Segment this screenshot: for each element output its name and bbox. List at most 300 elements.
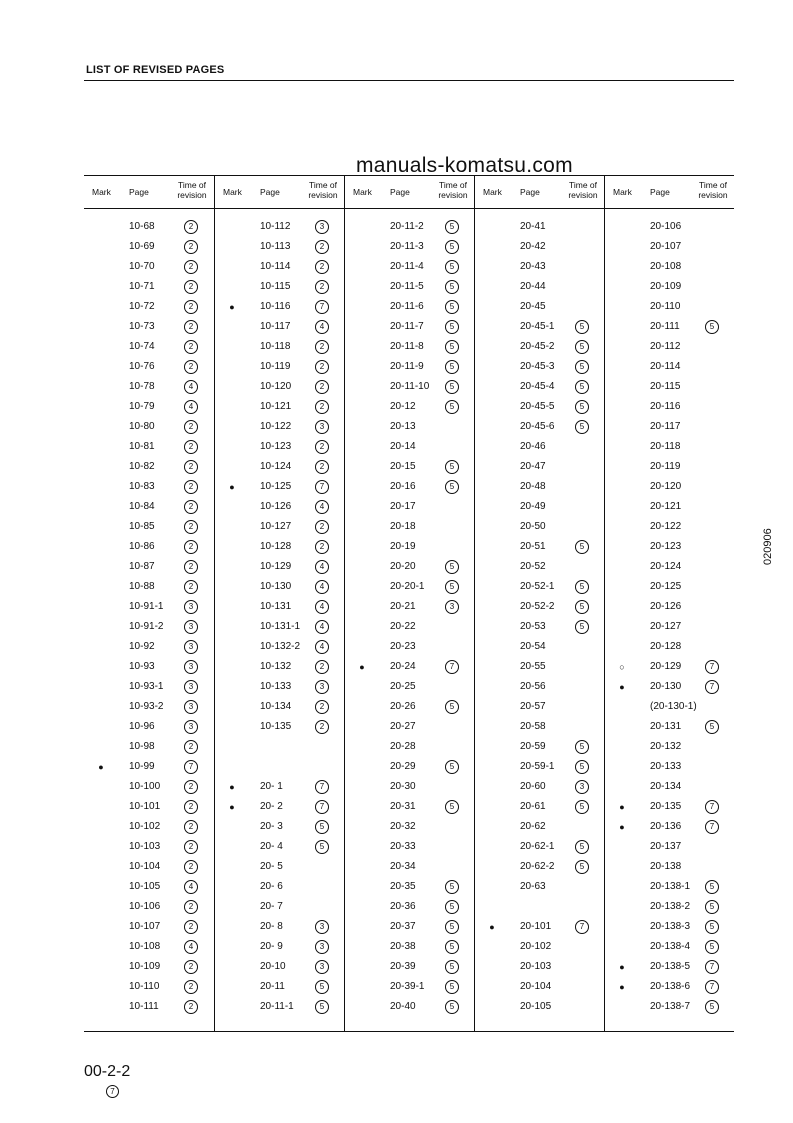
- table-row: [605, 459, 735, 479]
- revision-badge: 2: [184, 740, 198, 754]
- page-ref: 20-21: [390, 601, 416, 612]
- table-row: [475, 619, 605, 639]
- page-ref: 20-101: [520, 921, 552, 932]
- page-ref: 10-93: [129, 661, 155, 672]
- header-mark: Mark: [353, 187, 372, 197]
- table-row: [345, 859, 475, 879]
- page-ref: 20-16: [390, 481, 416, 492]
- revision-badge: 2: [184, 980, 198, 994]
- table-row: [475, 859, 605, 879]
- revision-badge: 5: [705, 880, 719, 894]
- revision-badge: 4: [184, 380, 198, 394]
- page-ref: 20-104: [520, 981, 552, 992]
- page-ref: 20-61: [520, 801, 546, 812]
- page-ref: 20-51: [520, 541, 546, 552]
- table-row: [345, 699, 475, 719]
- page-ref: 20-11-5: [390, 281, 424, 292]
- page-ref: 20-132: [650, 741, 682, 752]
- page-ref: 20-22: [390, 621, 416, 632]
- table-row: [215, 819, 345, 839]
- revision-badge: 2: [184, 280, 198, 294]
- revision-badge: 5: [575, 600, 589, 614]
- header-page: Page: [390, 187, 410, 197]
- page-ref: 10-93-1: [129, 681, 164, 692]
- table-row: [475, 279, 605, 299]
- page-ref: 20-131: [650, 721, 682, 732]
- table-row: [345, 479, 475, 499]
- page-ref: 10-124: [260, 461, 292, 472]
- table-row: [345, 459, 475, 479]
- revision-badge: 7: [575, 920, 589, 934]
- page-ref: 10-110: [129, 981, 160, 992]
- table-row: [345, 939, 475, 959]
- page-ref: 20-11-9: [390, 361, 424, 372]
- table-row: [215, 379, 345, 399]
- page-ref: 10-126: [260, 501, 292, 512]
- revision-badge: 7: [315, 300, 329, 314]
- table-row: [84, 759, 214, 779]
- page-ref: 20-28: [390, 741, 416, 752]
- table-row: [475, 259, 605, 279]
- table-row: [345, 719, 475, 739]
- table-column: [84, 176, 214, 1031]
- revision-badge: 5: [315, 820, 329, 834]
- page-ref: 20-62-2: [520, 861, 555, 872]
- revision-badge: 7: [184, 760, 198, 774]
- table-row: [345, 579, 475, 599]
- revision-badge: 5: [705, 920, 719, 934]
- page-ref: 20-137: [650, 841, 682, 852]
- page-ref: 10-111: [129, 1001, 159, 1012]
- page-ref: 20-57: [520, 701, 546, 712]
- revision-badge: 5: [575, 760, 589, 774]
- header-time-of-revision: [561, 180, 605, 200]
- page-ref: 20-13: [390, 421, 416, 432]
- page-ref: 10-135: [260, 721, 292, 732]
- page-ref: 20-33: [390, 841, 416, 852]
- table-row: [475, 399, 605, 419]
- column-header: [345, 176, 475, 208]
- table-row: [84, 699, 214, 719]
- table-row: [84, 319, 214, 339]
- page-ref: 10-112: [260, 221, 291, 232]
- page-ref: 20-59-1: [520, 761, 555, 772]
- revision-badge: 2: [184, 460, 198, 474]
- page-ref: 10-113: [260, 241, 291, 252]
- table-row: [475, 779, 605, 799]
- table-row: [475, 239, 605, 259]
- page-ref: 20- 6: [260, 881, 283, 892]
- table-row: [475, 979, 605, 999]
- revision-badge: 2: [315, 660, 329, 674]
- page-ref: 20-45-2: [520, 341, 555, 352]
- table-row: [345, 519, 475, 539]
- revision-badge: 7: [315, 780, 329, 794]
- revision-badge: 5: [445, 900, 459, 914]
- table-row: [345, 619, 475, 639]
- header-page: Page: [129, 187, 149, 197]
- revision-badge: 5: [575, 620, 589, 634]
- table-row: [345, 979, 475, 999]
- revision-badge: 5: [445, 220, 459, 234]
- page-ref: 20-116: [650, 401, 681, 412]
- page-ref: 20-103: [520, 961, 552, 972]
- page-ref: 20-19: [390, 541, 416, 552]
- revision-badge: 3: [184, 700, 198, 714]
- revision-badge: 5: [445, 380, 459, 394]
- revision-badge: 5: [445, 960, 459, 974]
- page-ref: 10-100: [129, 781, 161, 792]
- table-row: [475, 579, 605, 599]
- revision-badge: 5: [445, 300, 459, 314]
- table-row: [84, 359, 214, 379]
- column-rows: [345, 219, 475, 1019]
- table-row: [475, 879, 605, 899]
- page-ref: 10-70: [129, 261, 155, 272]
- page-ref: 20-11-8: [390, 341, 424, 352]
- revision-badge: 4: [315, 600, 329, 614]
- page-ref: 20-108: [650, 261, 682, 272]
- page-ref: 10-134: [260, 701, 292, 712]
- revision-badge: 2: [315, 360, 329, 374]
- table-row: [475, 379, 605, 399]
- table-column: [604, 176, 734, 1031]
- page-ref: 20-129: [650, 661, 682, 672]
- page-ref: 20-11-3: [390, 241, 424, 252]
- table-row: [215, 739, 345, 759]
- mark-symbol: ●: [619, 822, 625, 832]
- mark-symbol: ●: [619, 982, 625, 992]
- table-row: [84, 559, 214, 579]
- page-ref: 10-114: [260, 261, 291, 272]
- watermark: manuals-komatsu.com: [356, 154, 573, 177]
- revision-badge: 4: [184, 880, 198, 894]
- page-ref: 20-11-4: [390, 261, 424, 272]
- table-row: [475, 939, 605, 959]
- revision-badge: 5: [705, 940, 719, 954]
- page-ref: 10-72: [129, 301, 155, 312]
- page-ref: 20-125: [650, 581, 682, 592]
- revision-badge: 5: [445, 340, 459, 354]
- table-row: [84, 379, 214, 399]
- page-ref: 20-45-3: [520, 361, 555, 372]
- table-row: [605, 919, 735, 939]
- page-ref: 20-29: [390, 761, 416, 772]
- mark-symbol: ●: [619, 962, 625, 972]
- page-ref: 20-138-3: [650, 921, 691, 932]
- revision-badge: 2: [184, 900, 198, 914]
- page-ref: 20-32: [390, 821, 416, 832]
- table-row: [215, 419, 345, 439]
- revision-badge: 5: [575, 840, 589, 854]
- page-ref: 20- 5: [260, 861, 283, 872]
- revision-badge: 5: [445, 580, 459, 594]
- page-ref: 20-52-1: [520, 581, 555, 592]
- table-row: [345, 879, 475, 899]
- mark-symbol: ●: [619, 802, 625, 812]
- page-ref: 20-119: [650, 461, 681, 472]
- page-ref: 10-123: [260, 441, 292, 452]
- revision-badge: 7: [315, 480, 329, 494]
- table-row: [215, 439, 345, 459]
- table-row: [345, 319, 475, 339]
- page-ref: 20-102: [520, 941, 552, 952]
- page-ref: 10-105: [129, 881, 161, 892]
- page-ref: 10-108: [129, 941, 161, 952]
- header-time-line2: revision: [698, 190, 728, 200]
- table-row: [475, 839, 605, 859]
- page-ref: 20-52-2: [520, 601, 555, 612]
- table-row: [215, 299, 345, 319]
- table-row: [215, 759, 345, 779]
- table-row: [84, 579, 214, 599]
- column-rows: [84, 219, 214, 1019]
- table-row: [475, 899, 605, 919]
- table-row: [605, 299, 735, 319]
- table-row: [605, 539, 735, 559]
- page-ref: 10-71: [129, 281, 155, 292]
- column-header: [215, 176, 345, 208]
- page-ref: 20-133: [650, 761, 682, 772]
- table-row: [215, 979, 345, 999]
- table-row: [475, 499, 605, 519]
- page-ref: 10-122: [260, 421, 292, 432]
- table-row: [84, 639, 214, 659]
- mark-symbol: ●: [359, 662, 365, 672]
- table-row: [475, 659, 605, 679]
- revision-badge: 5: [575, 340, 589, 354]
- table-row: [605, 959, 735, 979]
- page-ref: 20-20-1: [390, 581, 425, 592]
- page-ref: 20-35: [390, 881, 416, 892]
- revision-badge: 2: [184, 920, 198, 934]
- page-ref: 10-129: [260, 561, 292, 572]
- revision-badge: 5: [445, 460, 459, 474]
- page-title: LIST OF REVISED PAGES: [86, 64, 225, 76]
- page-ref: 10-128: [260, 541, 292, 552]
- table-row: [84, 679, 214, 699]
- table-row: [215, 719, 345, 739]
- page-ref: 20-46: [520, 441, 546, 452]
- page-ref: 10-102: [129, 821, 161, 832]
- table-row: [345, 999, 475, 1019]
- page-ref: 10-92: [129, 641, 155, 652]
- page-ref: 20-110: [650, 301, 681, 312]
- page-ref: 20-52: [520, 561, 546, 572]
- table-row: [215, 939, 345, 959]
- page-ref: 20- 4: [260, 841, 283, 852]
- revision-badge: 4: [184, 400, 198, 414]
- revision-badge: 2: [184, 780, 198, 794]
- page-ref: 10-78: [129, 381, 155, 392]
- table-row: [215, 339, 345, 359]
- revision-badge: 4: [315, 320, 329, 334]
- page-ref: 10-69: [129, 241, 155, 252]
- revision-badge: 2: [184, 860, 198, 874]
- table-row: [605, 519, 735, 539]
- page-ref: 20-18: [390, 521, 416, 532]
- revision-badge: 2: [184, 440, 198, 454]
- revision-badge: 2: [184, 340, 198, 354]
- page-ref: (20-130-1): [650, 701, 697, 712]
- page-ref: 20-123: [650, 541, 682, 552]
- page-ref: 20-40: [390, 1001, 416, 1012]
- page-ref: 10-116: [260, 301, 291, 312]
- table-row: [475, 819, 605, 839]
- page-ref: 20-45-6: [520, 421, 555, 432]
- page-ref: 20- 7: [260, 901, 283, 912]
- column-header: [605, 176, 735, 208]
- page-ref: 20-63: [520, 881, 546, 892]
- page-ref: 20-45: [520, 301, 546, 312]
- page-ref: 20-138-5: [650, 961, 691, 972]
- revision-badge: 5: [445, 880, 459, 894]
- table-column: [474, 176, 604, 1031]
- table-row: [605, 779, 735, 799]
- page-ref: 20-60: [520, 781, 546, 792]
- table-row: [605, 799, 735, 819]
- table-row: [605, 859, 735, 879]
- document-code: 020906: [762, 528, 774, 565]
- revision-badge: 7: [705, 820, 719, 834]
- page-ref: 20-24: [390, 661, 416, 672]
- revision-badge: 3: [184, 640, 198, 654]
- header-time-line2: revision: [568, 190, 598, 200]
- page-ref: 20-30: [390, 781, 416, 792]
- table-row: [605, 439, 735, 459]
- page-ref: 20-11-2: [390, 221, 424, 232]
- page-ref: 20-23: [390, 641, 416, 652]
- table-row: [475, 299, 605, 319]
- table-row: [475, 419, 605, 439]
- table-row: [475, 759, 605, 779]
- revision-badge: 2: [315, 400, 329, 414]
- revision-badge: 5: [575, 540, 589, 554]
- header-page: Page: [520, 187, 540, 197]
- revision-badge: 2: [184, 420, 198, 434]
- header-time-line1: Time of: [308, 180, 338, 190]
- page-ref: 20-38: [390, 941, 416, 952]
- table-row: [345, 679, 475, 699]
- table-row: [215, 259, 345, 279]
- table-row: [84, 799, 214, 819]
- revision-badge: 2: [184, 480, 198, 494]
- table-row: [605, 599, 735, 619]
- table-row: [215, 679, 345, 699]
- revision-badge: 5: [445, 560, 459, 574]
- revision-badge: 2: [315, 540, 329, 554]
- table-row: [345, 219, 475, 239]
- table-row: [605, 759, 735, 779]
- page-ref: 20-117: [650, 421, 681, 432]
- header-time-of-revision: [301, 180, 345, 200]
- revision-badge: 3: [575, 780, 589, 794]
- page-ref: 10-130: [260, 581, 292, 592]
- table-row: [475, 539, 605, 559]
- page-ref: 10-131-1: [260, 621, 301, 632]
- table-row: [345, 919, 475, 939]
- revision-badge: 3: [184, 660, 198, 674]
- revision-badge: 5: [575, 420, 589, 434]
- page-ref: 20- 9: [260, 941, 283, 952]
- table-row: [215, 919, 345, 939]
- table-row: [605, 259, 735, 279]
- table-row: [345, 839, 475, 859]
- page-ref: 10-106: [129, 901, 161, 912]
- table-row: [215, 519, 345, 539]
- table-row: [605, 879, 735, 899]
- revision-badge: 5: [705, 320, 719, 334]
- mark-symbol: ●: [229, 802, 235, 812]
- page-ref: 10-133: [260, 681, 292, 692]
- revision-badge: 5: [575, 800, 589, 814]
- table-row: [605, 319, 735, 339]
- revision-badge: 2: [184, 800, 198, 814]
- page-ref: 20-10: [260, 961, 286, 972]
- table-row: [215, 399, 345, 419]
- table-row: [84, 519, 214, 539]
- revision-badge: 2: [315, 520, 329, 534]
- header-time-of-revision: [691, 180, 735, 200]
- revision-badge: 3: [184, 600, 198, 614]
- page-ref: 20-130: [650, 681, 682, 692]
- revision-badge: 2: [184, 540, 198, 554]
- page-ref: 20-14: [390, 441, 416, 452]
- revision-badge: 2: [184, 320, 198, 334]
- table-row: [84, 659, 214, 679]
- revision-badge: 4: [315, 560, 329, 574]
- page-ref: 20-45-5: [520, 401, 555, 412]
- column-header: [475, 176, 605, 208]
- table-row: [84, 779, 214, 799]
- revision-badge: 3: [315, 220, 329, 234]
- table-row: [84, 919, 214, 939]
- table-row: [475, 559, 605, 579]
- table-row: [215, 539, 345, 559]
- table-column: [214, 176, 344, 1031]
- table-row: [475, 719, 605, 739]
- table-row: [215, 619, 345, 639]
- revision-badge: 5: [575, 360, 589, 374]
- table-row: [475, 459, 605, 479]
- page-ref: 20-59: [520, 741, 546, 752]
- revision-badge: 7: [705, 980, 719, 994]
- table-row: [215, 879, 345, 899]
- header-time-of-revision: [170, 180, 214, 200]
- page-ref: 20-118: [650, 441, 681, 452]
- page-ref: 10-85: [129, 521, 155, 532]
- page-ref: 20-11-1: [260, 1001, 294, 1012]
- page-ref: 10-132: [260, 661, 292, 672]
- page-ref: 20-11-7: [390, 321, 424, 332]
- revision-badge: 2: [315, 380, 329, 394]
- revision-badge: 2: [315, 440, 329, 454]
- page-ref: 20- 2: [260, 801, 283, 812]
- page-ref: 20- 1: [260, 781, 283, 792]
- revision-badge: 2: [315, 280, 329, 294]
- table-row: [215, 779, 345, 799]
- page-ref: 20-106: [650, 221, 682, 232]
- table-row: [215, 999, 345, 1019]
- table-row: [215, 359, 345, 379]
- page-ref: 20- 3: [260, 821, 283, 832]
- revision-badge: 2: [184, 220, 198, 234]
- revision-badge: 5: [445, 980, 459, 994]
- page-ref: 20-49: [520, 501, 546, 512]
- table-row: [605, 639, 735, 659]
- column-header: [84, 176, 214, 208]
- table-row: [84, 459, 214, 479]
